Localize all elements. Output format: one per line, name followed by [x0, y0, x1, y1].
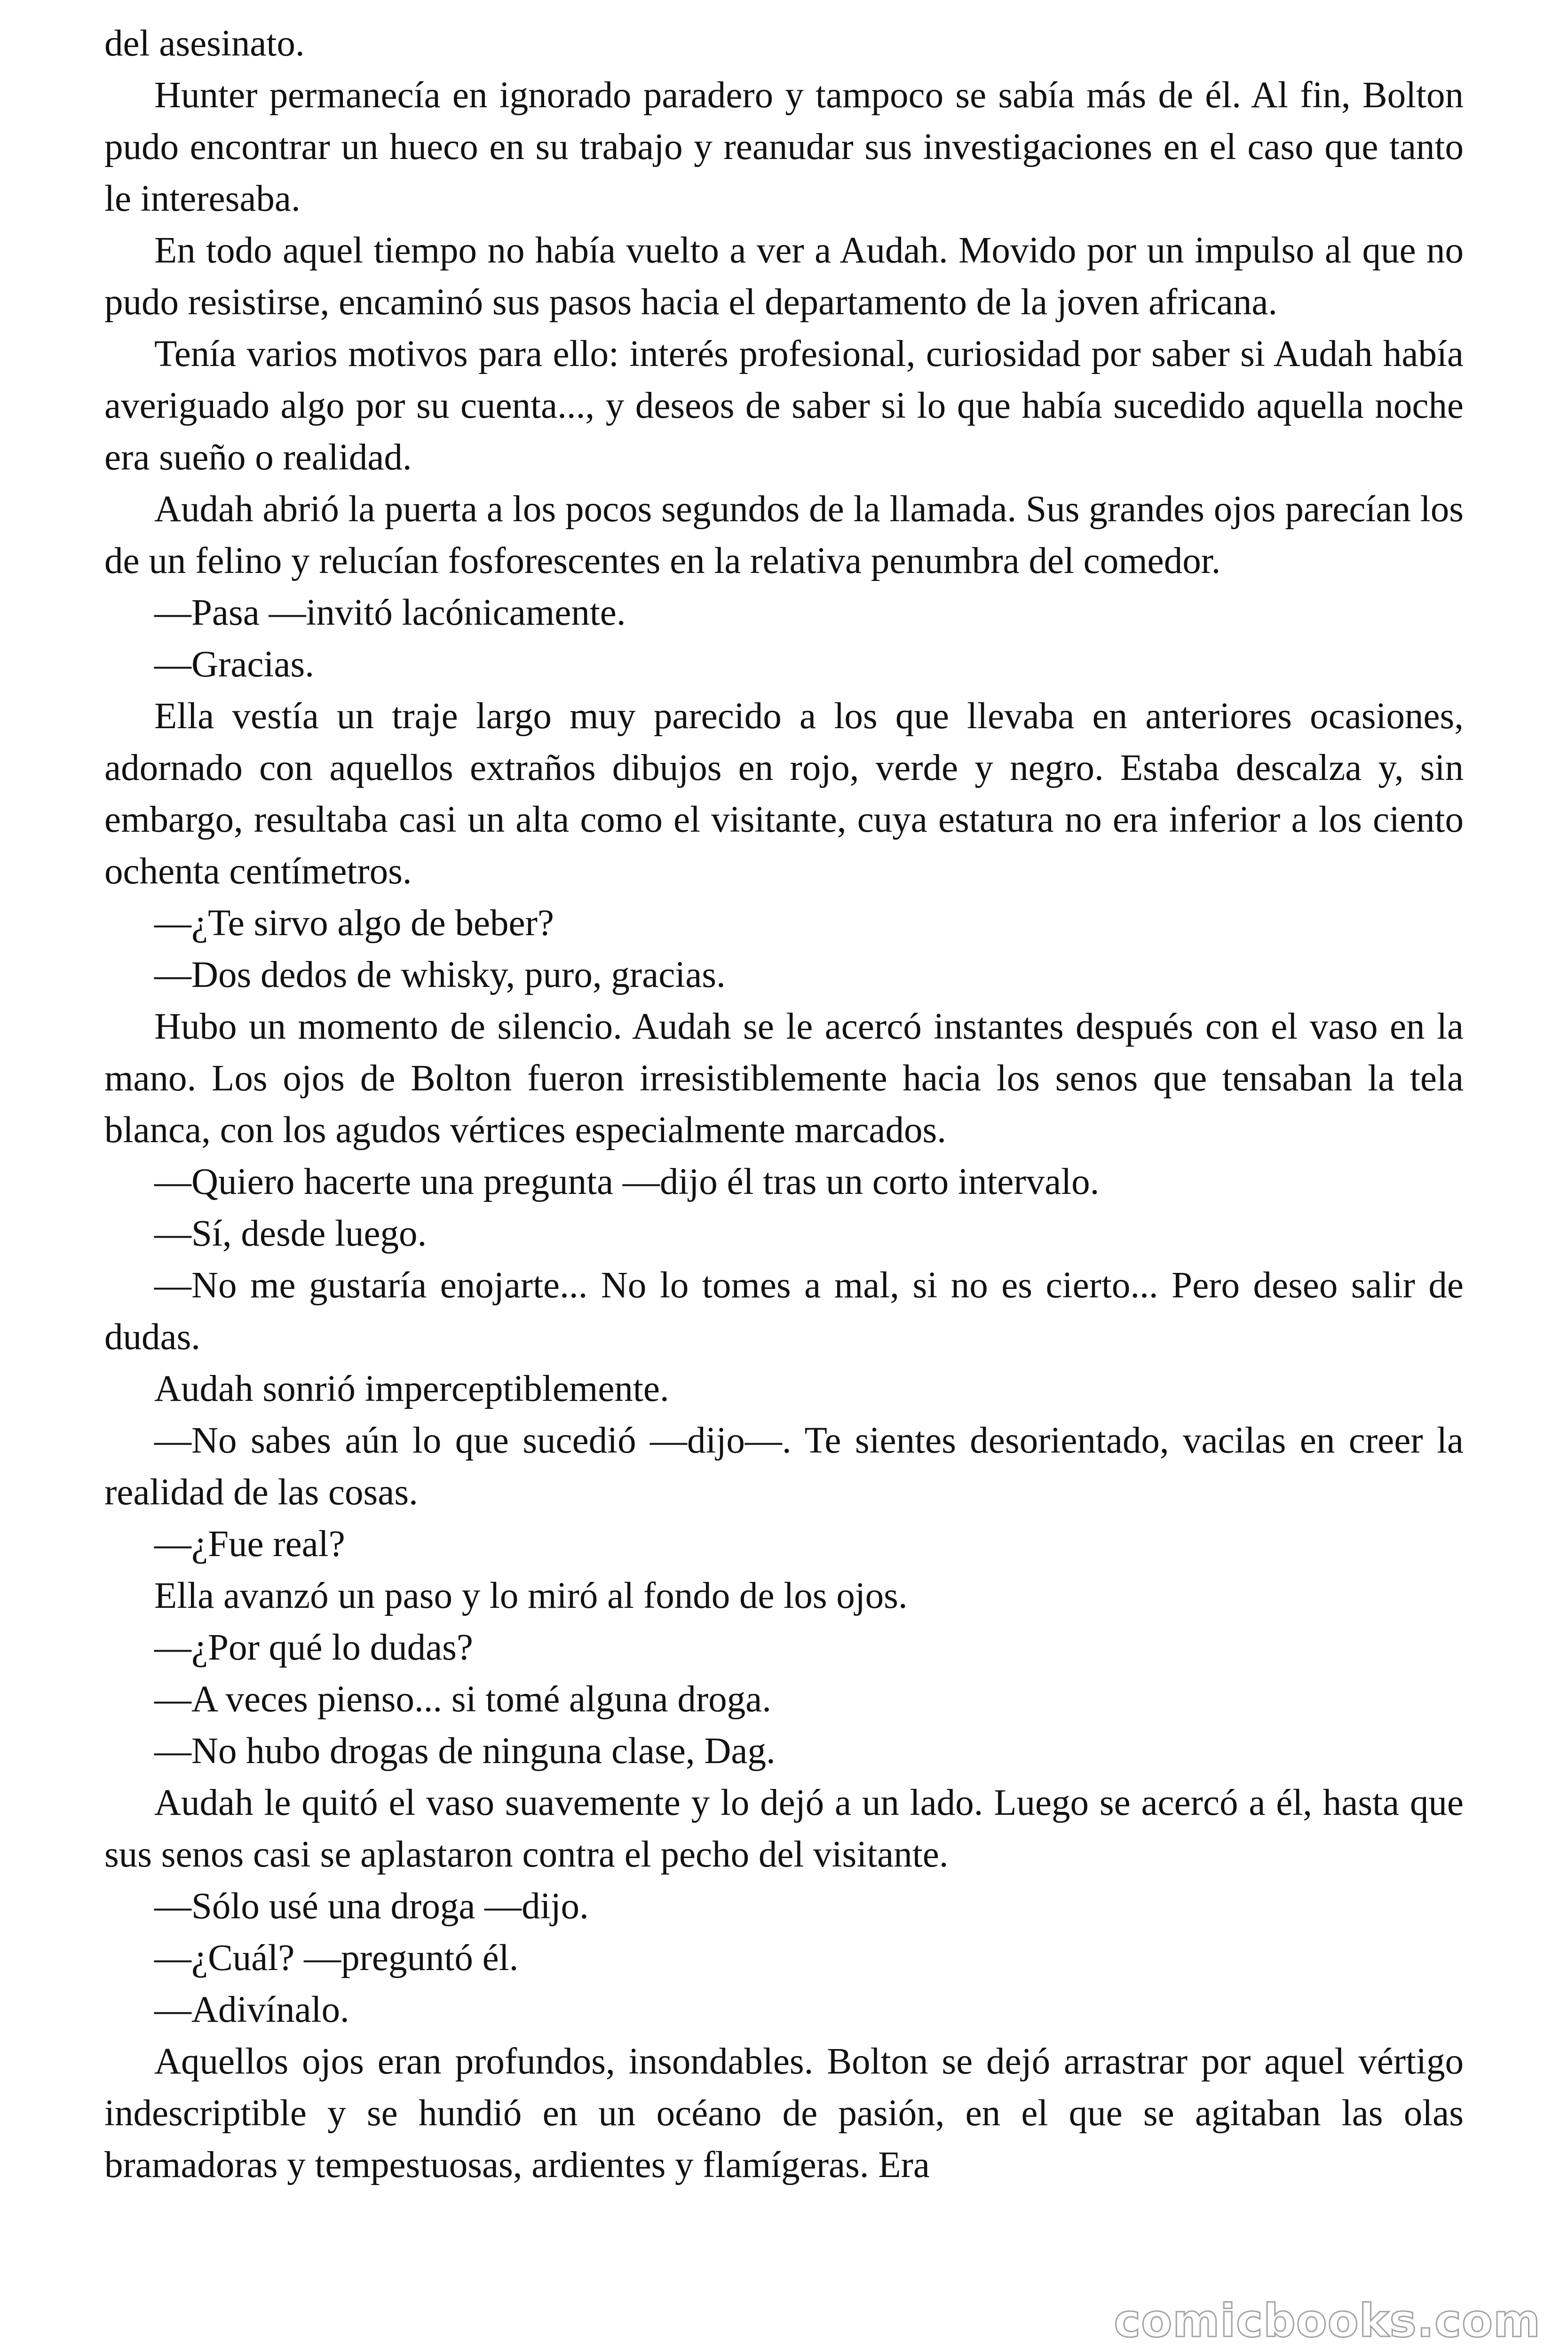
paragraph-11: Hubo un momento de silencio. Audah se le acercó instantes después con el vaso en la mano. Los ojos de Bolton fueron irresistiblemente hacia los senos que tensaban la tela blanca, con los agudos vértices especialmente marcados. [104, 1006, 1464, 1151]
paragraph-16: —No sabes aún lo que sucedió —dijo—. Te sientes desorientado, vacilas en creer la realidad de las cosas. [104, 1420, 1464, 1513]
paragraph-23: —Sólo usé una droga —dijo. [154, 1886, 589, 1927]
paragraph-7: —Gracias. [154, 644, 314, 685]
body-text [104, 18, 1464, 2191]
paragraph-22: Audah le quitó el vaso suavemente y lo dejó a un lado. Luego se acercó a él, hasta que sus senos casi se aplastaron contra el pecho del visitante. [104, 1782, 1464, 1875]
watermark: comicbooks.com [1114, 2295, 1541, 2347]
paragraph-13: —Sí, desde luego. [154, 1213, 427, 1254]
paragraph-15: Audah sonrió imperceptiblemente. [154, 1368, 669, 1409]
paragraph-5: Audah abrió la puerta a los pocos segundos de la llamada. Sus grandes ojos parecían los de un felino y relucían fosforescentes en la relativa penumbra del comedor. [104, 489, 1464, 581]
paragraph-9: —¿Te sirvo algo de beber? [154, 903, 554, 944]
paragraph-14: —No me gustaría enojarte... No lo tomes a mal, si no es cierto... Pero deseo salir de dudas. [104, 1265, 1464, 1358]
paragraph-24: —¿Cuál? —preguntó él. [154, 1938, 519, 1979]
paragraph-12: —Quiero hacerte una pregunta —dijo él tras un corto intervalo. [154, 1161, 1100, 1202]
paragraph-21: —No hubo drogas de ninguna clase, Dag. [154, 1731, 776, 1772]
paragraph-25: —Adivínalo. [154, 1989, 349, 2030]
paragraph-17: —¿Fue real? [154, 1524, 345, 1565]
paragraph-4: Tenía varios motivos para ello: interés profesional, curiosidad por saber si Audah había averiguado algo por su cuenta..., y deseos de saber si lo que había sucedido aquella noche era sueño o realidad. [104, 334, 1464, 478]
paragraph-10: —Dos dedos de whisky, puro, gracias. [154, 954, 726, 995]
paragraph-1: del asesinato. [104, 23, 305, 64]
paragraph-19: —¿Por qué lo dudas? [154, 1627, 473, 1668]
paragraph-6: —Pasa —invitó lacónicamente. [154, 592, 626, 633]
paragraph-2: Hunter permanecía en ignorado paradero y tampoco se sabía más de él. Al fin, Bolton pudo encontrar un hueco en su trabajo y reanudar sus investigaciones en el caso que tanto le interesaba. [104, 75, 1464, 219]
paragraph-8: Ella vestía un traje largo muy parecido a los que llevaba en anteriores ocasiones, adornado con aquellos extraños dibujos en rojo, verde y negro. Estaba descalza y, sin embargo, resultaba casi un alta como el visitante, cuya estatura no era inferior a los ciento ochenta centímetros. [104, 696, 1464, 892]
paragraph-26: Aquellos ojos eran profundos, insondables. Bolton se dejó arrastrar por aquel vértigo indescriptible y se hundió en un océano de pasión, en el que se agitaban las olas bramadoras y tempestuosas, ardientes y flamígeras. Era [104, 2041, 1464, 2185]
paragraph-18: Ella avanzó un paso y lo miró al fondo de los ojos. [154, 1575, 908, 1616]
paragraph-3: En todo aquel tiempo no había vuelto a ver a Audah. Movido por un impulso al que no pudo resistirse, encaminó sus pasos hacia el departamento de la joven africana. [104, 230, 1464, 323]
paragraph-20: —A veces pienso... si tomé alguna droga. [154, 1679, 771, 1720]
